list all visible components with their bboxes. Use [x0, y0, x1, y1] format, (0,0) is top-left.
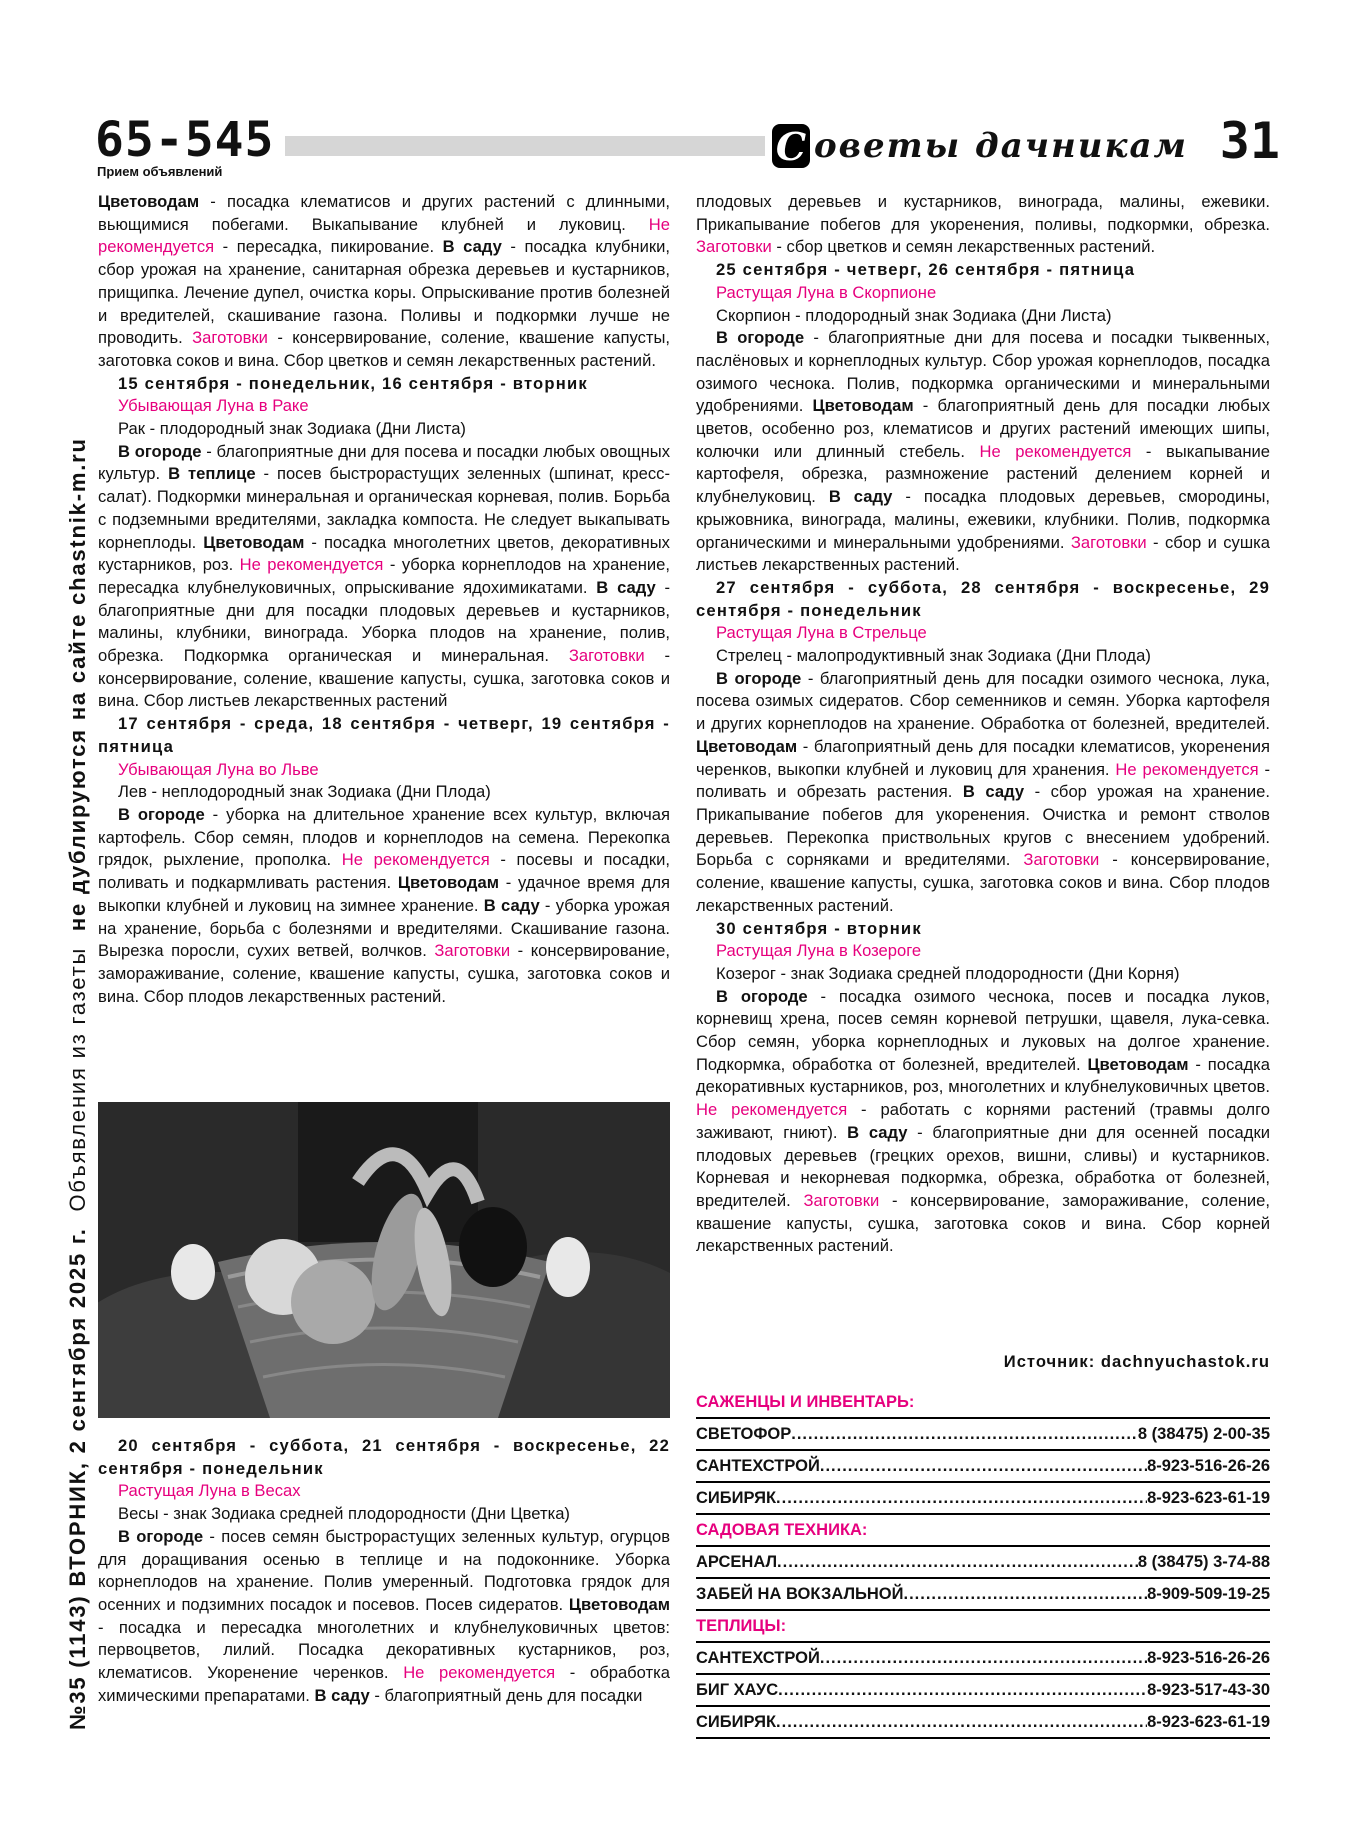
directory-category: САДОВАЯ ТЕХНИКА: — [696, 1515, 1270, 1547]
article-column-left — [98, 191, 670, 1008]
business-name: БИГ ХАУС — [696, 1681, 779, 1699]
paragraph: В огороде - уборка на длительное хранение всех культур, включая картофель. Сбор семян, плодов и корнеплодов на семена. Перекопка грядок, рыхление, прополка. Не рекомендуется - посевы и посадки, поливать и подкармливать растения. Цветоводам - удачное время для выкопки клубней и луковиц на зимнее хранение. В саду - уборка урожая на хранение, борьба с болезнями и вредителями. Скашивание газона. Вырезка поросли, сухих ветвей, волчков. Заготовки - консервирование, замораживание, соление, квашение капусты, сушка, заготовка соков и вина. Сбор плодов лекарственных растений. — [98, 804, 671, 1006]
vegetable-basket-photo — [98, 1102, 670, 1418]
business-name: АРСЕНАЛ — [696, 1553, 778, 1571]
leader-dots — [904, 1579, 1148, 1609]
business-name: СВЕТОФОР — [696, 1425, 792, 1443]
zodiac-sign: Козерог - знак Зодиака средней плодородности (Дни Корня) — [716, 963, 1180, 983]
directory-row — [696, 1579, 1270, 1611]
directory-row — [696, 1419, 1270, 1451]
directory-row — [696, 1547, 1270, 1579]
section-title-text: оветы дачникам — [814, 126, 1188, 166]
sidebar-notice — [60, 190, 96, 1730]
date-heading: 30 сентября - вторник — [716, 918, 922, 938]
paragraph: Цветоводам - посадка клематисов и других растений с длинными, вьющимися побегами. Выкапывание клубней и луковиц. Не рекомендуется - пересадка, пикирование. В саду - посадка клубники, сбор урожая на хранение, санитарная обрезка деревьев и кустарников, прищипка. Лечение дупел, очистка коры. Опрыскивание против болезней и вредителей, скашивание газона. Поливы и подкормки лучше не проводить. Заготовки - консервирование, соление, квашение капусты, заготовка соков и вина. Сбор цветков и семян лекарственных растений. — [98, 192, 671, 370]
leader-dots — [820, 1643, 1147, 1673]
business-phone: 8 (38475) 3-74-88 — [1137, 1553, 1270, 1571]
paragraph: В огороде - благоприятные дни для посева и посадки любых овощных культур. В теплице - посев быстрорастущих зеленных (шпинат, кресс-салат). Подкормки минеральная и органическая корневая, полив. Борьба с подземными вредителями, закладка компоста. Не следует выкапывать корнеплоды. Цветоводам - посадка многолетних цветов, декоративных кустарников, роз. Не рекомендуется - уборка корнеплодов на хранение, пересадка клубнелуковичных, опрыскивание ядохимикатами. В саду - благоприятные дни для посадки плодовых деревьев и кустарников, малины, клубники, винограда. Уборка плодов на хранение, полив, обрезка. Подкормка органическая и минеральная. Заготовки - консервирование, соление, квашение капусты, сушка, заготовка соков и вина. Сбор листьев лекарственных растений — [98, 441, 671, 711]
leader-dots — [777, 1547, 1138, 1577]
business-name: САНТЕХСТРОЙ — [696, 1457, 820, 1475]
issue-info: №35 (1143) ВТОРНИК, 2 сентября 2025 г. — [65, 1227, 90, 1730]
paragraph: В огороде - благоприятные дни для посева и посадки тыквенных, паслёновых и корнеплодных культур. Сбор урожая корнеплодов, посадка озимого чеснока. Полив, подкормка органическими и минеральными удобрениями. Цветоводам - благоприятный день для посадки любых цветов, особенно роз, клематисов и других растений имеющих шипы, колючки или длинный стебель. Не рекомендуется - выкапывание картофеля, обрезка, размножение растений делением корней и клубнелуковиц. В саду - посадка плодовых деревьев, смородины, крыжовника, винограда, малины, ежевики, клубники. Полив, подкормка органическими и минеральными удобрениями. Заготовки - сбор и сушка листьев лекарственных растений. — [696, 328, 1271, 575]
date-heading: 25 сентября - четверг, 26 сентября - пятница — [716, 260, 1136, 280]
business-directory — [696, 1387, 1270, 1739]
leader-dots — [820, 1451, 1147, 1481]
notice-site: не дублируются на сайте chastnik-m.ru — [65, 437, 90, 932]
business-phone: 8-923-516-26-26 — [1147, 1457, 1270, 1475]
date-heading: 20 сентября - суббота, 21 сентября - воскресенье, 22 сентября - понедельник — [98, 1436, 670, 1478]
paragraph: В огороде - посадка озимого чеснока, посев и посадка луков, корневищ хрена, посев семян корневой петрушки, щавеля, лука-севка. Сбор семян, уборка корнеплодных и луковых на долгое хранение. Подкормка, обработка от болезней, вредителей. Цветоводам - посадка декоративных кустарников, роз, многолетних и клубнелуковичных цветов. Не рекомендуется - работать с корнями растений (травмы долго заживают, гниют). В саду - благоприятные дни для осенней посадки плодовых деревьев (грецких орехов, вишни, сливы) и кустарников. Корневая и некорневая подкормка, обрезка, обработка от болезней, вредителей. Заготовки - консервирование, замораживание, соление, квашение капусты, сушка, заготовка соков и вина. Сбор корней лекарственных растений. — [696, 986, 1270, 1256]
zodiac-sign: Скорпион - плодородный знак Зодиака (Дни Листа) — [716, 305, 1112, 325]
paragraph: В огороде - посев семян быстрорастущих зеленных культур, огурцов для доращивания осенью в теплице и на подоконнике. Уборка корнеплодов на хранение. Полив умеренный. Подготовка грядок для осенних и подзимних посадок и посевов. Посев сидератов. Цветоводам - посадка и пересадка многолетних и клубнелуковичных цветов: первоцветов, лилий. Посадка декоративных кустарников, роз, клематисов. Укоренение черенков. Не рекомендуется - обработка химическими препаратами. В саду - благоприятный день для посадки — [98, 1526, 671, 1705]
moon-phase: Растущая Луна в Скорпионе — [716, 282, 937, 302]
zodiac-sign: Рак - плодородный знак Зодиака (Дни Листа) — [118, 419, 466, 439]
date-heading: 17 сентября - среда, 18 сентября - четверг, 19 сентября - пятница — [98, 714, 670, 756]
ad-phone-caption: Прием объявлений — [97, 164, 223, 179]
moon-phase: Убывающая Луна во Льве — [118, 759, 319, 779]
zodiac-sign: Лев - неплодородный знак Зодиака (Дни Плода) — [118, 782, 491, 802]
business-phone: 8 (38475) 2-00-35 — [1137, 1425, 1270, 1443]
business-phone: 8-923-623-61-19 — [1147, 1713, 1270, 1731]
paragraph: В огороде - благоприятный день для посадки озимого чеснока, лука, посева озимых сидератов. Сбор семенников и семян. Уборка картофеля и других корнеплодов на хранение. Обработка от болезней, вредителей. Цветоводам - благоприятный день для посадки клематисов, укоренения черенков, выкопки клубней и луковиц для хранения. Не рекомендуется - поливать и обрезать растения. В саду - сбор урожая на хранение. Прикапывание побегов для укоренения. Очистка и ремонт стволов деревьев. Перекопка приствольных кругов с внесением удобрений. Борьба с сорняками и вредителями. Заготовки - консервирование, соление, квашение капусты, сушка, заготовка соков и вина. Сбор плодов лекарственных растений. — [696, 668, 1271, 915]
article-column-right — [696, 191, 1270, 1258]
leader-dots — [791, 1419, 1138, 1449]
business-phone: 8-923-516-26-26 — [1147, 1649, 1270, 1667]
moon-phase: Растущая Луна в Весах — [118, 1481, 301, 1501]
directory-category: САЖЕНЦЫ И ИНВЕНТАРЬ: — [696, 1387, 1270, 1419]
business-name: САНТЕХСТРОЙ — [696, 1649, 820, 1667]
page-number: 31 — [1219, 112, 1280, 170]
leader-dots — [776, 1707, 1147, 1737]
business-phone: 8-923-623-61-19 — [1147, 1489, 1270, 1507]
business-name: СИБИРЯК — [696, 1489, 777, 1507]
directory-row — [696, 1675, 1270, 1707]
source-credit: Источник: dachnyuchastok.ru — [1003, 1352, 1270, 1371]
header-rule — [285, 136, 765, 156]
leader-dots — [776, 1483, 1147, 1513]
business-phone: 8-923-517-43-30 — [1147, 1681, 1270, 1699]
business-phone: 8-909-509-19-25 — [1147, 1585, 1270, 1603]
directory-row — [696, 1483, 1270, 1515]
notice-text: Объявления из газеты — [65, 946, 90, 1212]
leader-dots — [778, 1675, 1147, 1705]
directory-category: ТЕПЛИЦЫ: — [696, 1611, 1270, 1643]
business-name: СИБИРЯК — [696, 1713, 777, 1731]
directory-row — [696, 1643, 1270, 1675]
directory-row — [696, 1707, 1270, 1739]
zodiac-sign: Стрелец - малопродуктивный знак Зодиака (Дни Плода) — [716, 646, 1151, 666]
page-header — [95, 112, 1280, 179]
moon-phase: Растущая Луна в Козероге — [716, 941, 922, 961]
zodiac-sign: Весы - знак Зодиака средней плодородности (Дни Цветка) — [118, 1504, 570, 1524]
business-name: ЗАБЕЙ НА ВОКЗАЛЬНОЙ — [696, 1585, 904, 1603]
moon-phase: Убывающая Луна в Раке — [118, 396, 309, 416]
date-heading: 15 сентября - понедельник, 16 сентября - вторник — [118, 373, 588, 393]
section-initial: С — [772, 124, 810, 168]
date-heading: 27 сентября - суббота, 28 сентября - воскресенье, 29 сентября - понедельник — [696, 577, 1270, 620]
ad-phone-number: 65-545 — [95, 112, 275, 168]
directory-row — [696, 1451, 1270, 1483]
article-column-left-bottom — [98, 1435, 670, 1707]
paragraph: плодовых деревьев и кустарников, винограда, малины, ежевики. Прикапывание побегов для укоренения, поливы, подкормки, обрезка. Заготовки - сбор цветков и семян лекарственных растений. — [696, 192, 1270, 257]
section-title — [772, 120, 1188, 172]
basket-illustration — [98, 1102, 670, 1418]
moon-phase: Растущая Луна в Стрельце — [716, 623, 927, 643]
